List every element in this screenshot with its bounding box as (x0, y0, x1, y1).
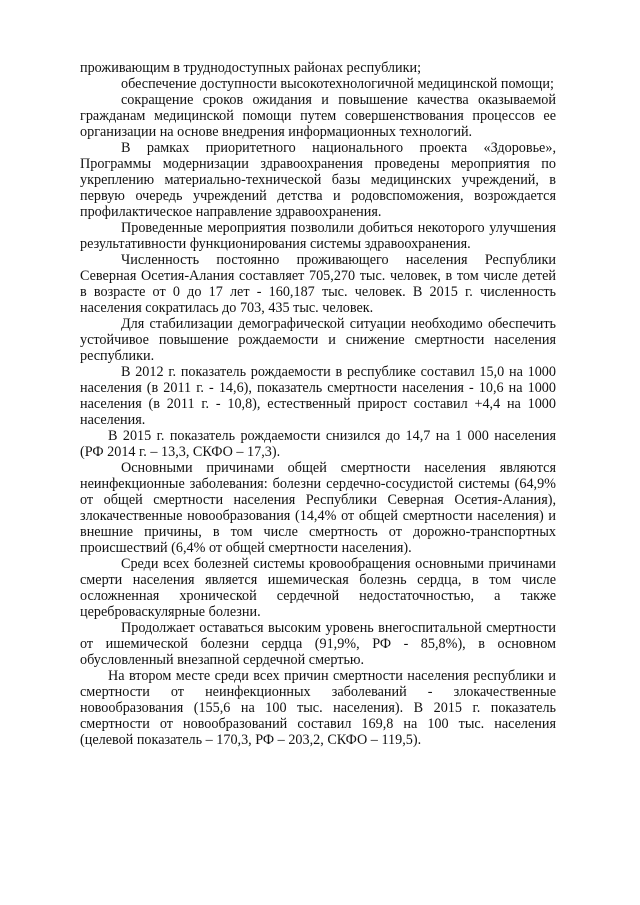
document-page (80, 60, 556, 748)
paragraph-remote-areas: проживающим в труднодоступных районах республики; (80, 60, 422, 76)
paragraph-birth-rate-2015: В 2015 г. показатель рождаемости снизился до 14,7 на 1 000 населения (РФ 2014 г. – 13,3, СКФО – 17,3). (80, 428, 556, 460)
paragraph-results: Проведенные мероприятия позволили добиться некоторого улучшения результативности функционирования системы здравоохранения. (80, 220, 556, 252)
paragraph-mortality-causes: Основными причинами общей смертности населения являются неинфекционные заболевания: болезни сердечно-сосудистой системы (64,9% от общей смертности населения Республики Северная Осетия-Алания), злокачественные новообразования (14,4% от общей смертности населения) и внешние причины, в том числе смертность от дорожно-транспортных происшествий (6,4% от общей смертности населения). (80, 460, 556, 556)
paragraph-out-of-hospital-mortality: Продолжает оставаться высоким уровень внегоспитальной смертности от ишемической болезни сердца (91,9%, РФ - 85,8%), в основном обусловленный внезапной сердечной смертью. (80, 620, 556, 668)
paragraph-population: Численность постоянно проживающего населения Республики Северная Осетия-Алания составляет 705,270 тыс. человек, в том числе детей в возрасте от 0 до 17 лет - 160,187 тыс. человек. В 2015 г. численность населения сократилась до 703, 435 тыс. человек. (80, 252, 556, 316)
paragraph-health-project: В рамках приоритетного национального проекта «Здоровье», Программы модернизации здравоохранения проведены мероприятия по укреплению материально-технической базы медицинских учреждений, в первую очередь учреждений детства и родовспоможения, возрождается профилактическое направление здравоохранения. (80, 140, 556, 220)
paragraph-oncology-mortality: На втором месте среди всех причин смертности населения республики и смертности от неинфекционных заболеваний - злокачественные новообразования (155,6 на 100 тыс. населения). В 2015 г. показатель смертности от новообразований составил 169,8 на 100 тыс. населения (целевой показатель – 170,3, РФ – 203,2, СКФО – 119,5). (80, 668, 556, 748)
paragraph-high-tech-care: обеспечение доступности высокотехнологичной медицинской помощи; (121, 76, 554, 92)
paragraph-birth-rate-2012: В 2012 г. показатель рождаемости в республике составил 15,0 на 1000 населения (в 2011 г. - 14,6), показатель смертности населения - 10,6 на 1000 населения (в 2011 г. - 10,8), естественный прирост составил +4,4 на 1000 населения. (80, 364, 556, 428)
paragraph-waiting-times: сокращение сроков ожидания и повышение качества оказываемой гражданам медицинской помощи путем совершенствования процессов ее организации на основе внедрения информационных технологий. (80, 92, 556, 140)
paragraph-circulatory-diseases: Среди всех болезней системы кровообращения основными причинами смерти населения является ишемическая болезнь сердца, в том числе осложненная хронической сердечной недостаточностью, а также цереброваскулярные болезни. (80, 556, 556, 620)
paragraph-demography: Для стабилизации демографической ситуации необходимо обеспечить устойчивое повышение рождаемости и снижение смертности населения республики. (80, 316, 556, 364)
